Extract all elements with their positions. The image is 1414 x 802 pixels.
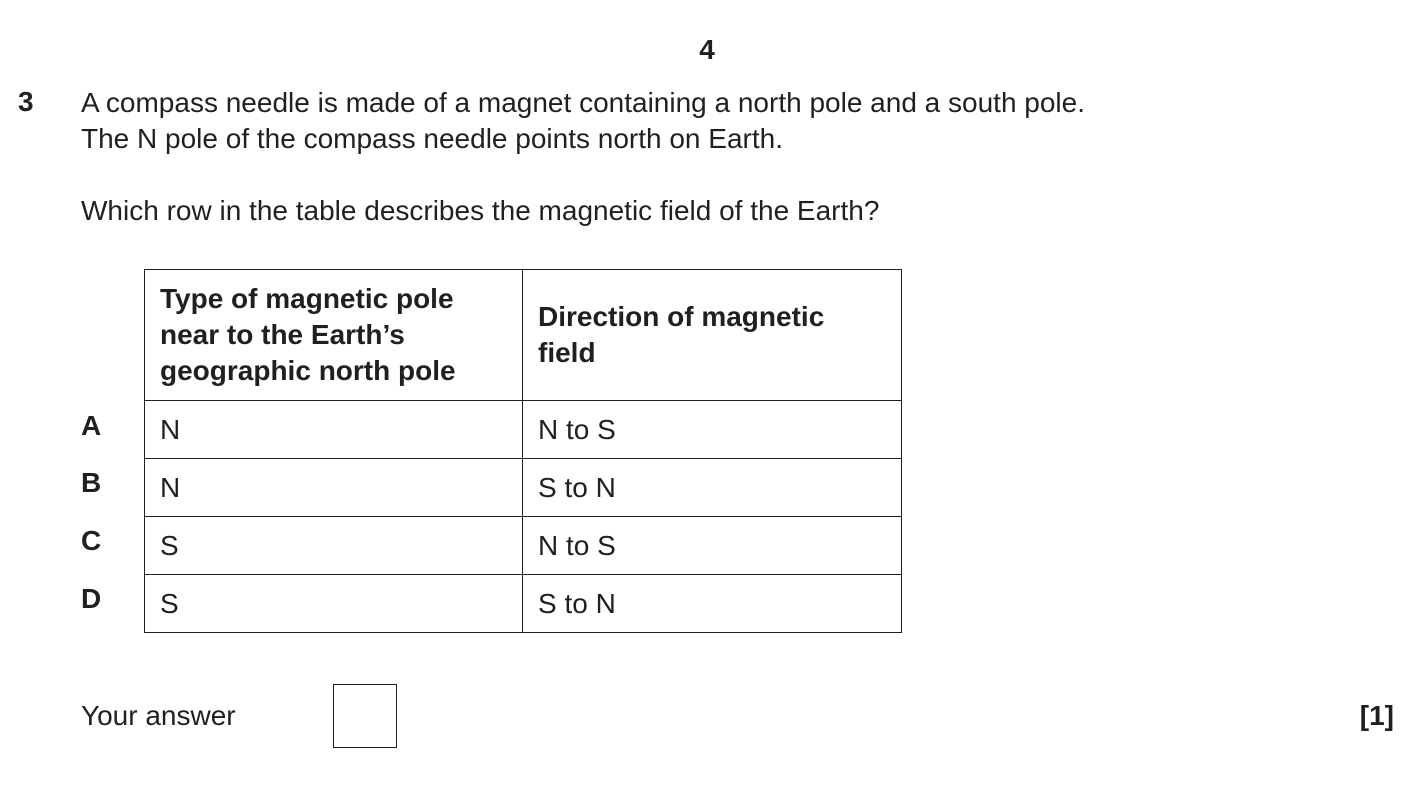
- table-row: [145, 459, 902, 517]
- answer-box[interactable]: [333, 684, 397, 748]
- marks-allocation: [1]: [1359, 700, 1394, 731]
- question-prompt: Which row in the table describes the magnetic field of the Earth?: [81, 195, 880, 226]
- answer-label: Your answer: [81, 700, 236, 731]
- row-letter-c: C: [81, 525, 102, 556]
- question-stem-line-1: A compass needle is made of a magnet containing a north pole and a south pole.: [81, 87, 1086, 118]
- table-header-row: [145, 270, 902, 401]
- options-table: [144, 269, 902, 633]
- cell-pole: S: [145, 517, 523, 575]
- row-letter-d: D: [81, 583, 102, 614]
- table-row: [145, 575, 902, 633]
- cell-direction: N to S: [523, 401, 902, 459]
- header-pole-type: Type of magnetic pole near to the Earth’s geographic north pole: [145, 270, 523, 401]
- table-row: [145, 401, 902, 459]
- row-letter-a: A: [81, 410, 102, 441]
- cell-direction: N to S: [523, 517, 902, 575]
- cell-pole: S: [145, 575, 523, 633]
- question-stem-line-2: The N pole of the compass needle points north on Earth.: [81, 123, 783, 154]
- cell-pole: N: [145, 401, 523, 459]
- table-row: [145, 517, 902, 575]
- question-number: 3: [18, 86, 34, 117]
- header-field-direction: Direction of magnetic field: [523, 270, 902, 401]
- cell-direction: S to N: [523, 575, 902, 633]
- page-number: 4: [699, 34, 715, 65]
- cell-direction: S to N: [523, 459, 902, 517]
- row-letter-b: B: [81, 467, 102, 498]
- cell-pole: N: [145, 459, 523, 517]
